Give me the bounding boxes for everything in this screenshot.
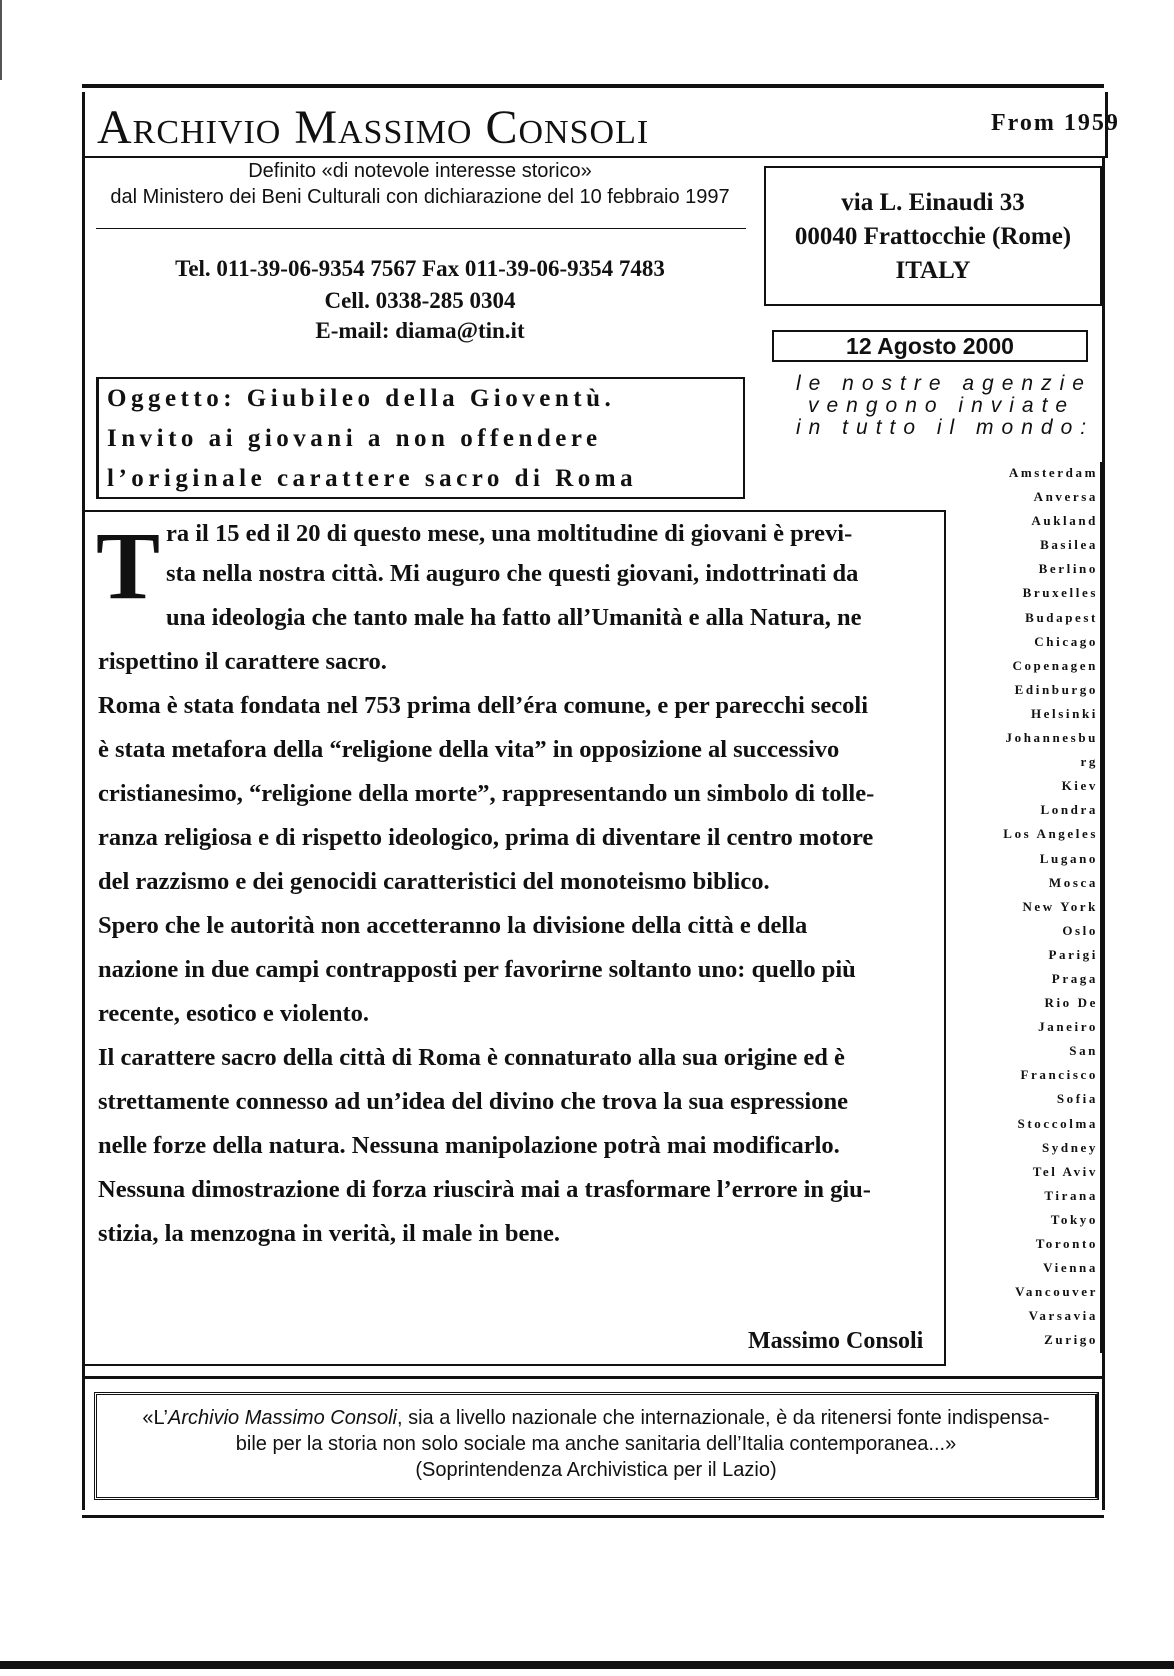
city-item: Praga bbox=[962, 968, 1102, 992]
city-item: Janeiro bbox=[962, 1016, 1102, 1040]
city-item: Basilea bbox=[962, 534, 1102, 558]
signature: Massimo Consoli bbox=[748, 1328, 924, 1354]
city-item: Aukland bbox=[962, 510, 1102, 534]
subject-line-1: Oggetto: Giubileo della Gioventù. bbox=[107, 385, 616, 412]
letter-line: ranza religiosa e di rispetto ideologico, prima di diventare il centro motore bbox=[98, 824, 874, 851]
city-item: Tokyo bbox=[962, 1209, 1102, 1233]
quote-box bbox=[94, 1392, 1099, 1500]
quote-source: (Soprintendenza Archivistica per il Lazio) bbox=[415, 1459, 777, 1481]
letter-line: è stata metafora della “religione della vita” in opposizione al successivo bbox=[98, 736, 840, 763]
email-address: E-mail: diama@tin.it bbox=[315, 318, 525, 343]
letter-line: del razzismo e dei genocidi caratteristici del monoteismo biblico. bbox=[98, 868, 770, 895]
address-country: ITALY bbox=[895, 257, 971, 284]
founded-year: From 1959 bbox=[991, 110, 1120, 136]
header-top-rule bbox=[82, 84, 1104, 88]
scan-edge-line bbox=[0, 0, 2, 80]
archive-title: Archivio Massimo Consoli bbox=[97, 101, 650, 154]
letter-line: stizia, la menzogna in verità, il male in bene. bbox=[98, 1220, 561, 1247]
letter-line: ra il 15 ed il 20 di questo mese, una moltitudine di giovani è previ- bbox=[166, 520, 853, 547]
address-street: via L. Einaudi 33 bbox=[841, 189, 1025, 216]
city-item: Amsterdam bbox=[962, 462, 1102, 486]
city-item: Sofia bbox=[962, 1088, 1102, 1112]
tel-fax: Tel. 011-39-06-9354 7567 Fax 011-39-06-9354 7483 bbox=[175, 256, 665, 281]
address-box bbox=[764, 166, 1102, 306]
city-item: Toronto bbox=[962, 1233, 1102, 1257]
definition-divider bbox=[96, 228, 746, 229]
right-border-rule bbox=[1102, 156, 1105, 1510]
drop-cap: T bbox=[96, 512, 161, 619]
city-item: Chicago bbox=[962, 631, 1102, 655]
city-item: Budapest bbox=[962, 607, 1102, 631]
quote-open: «L’ bbox=[142, 1407, 168, 1429]
city-item: Berlino bbox=[962, 558, 1102, 582]
city-item: Edinburgo bbox=[962, 679, 1102, 703]
city-item: Varsavia bbox=[962, 1305, 1102, 1329]
city-item: Bruxelles bbox=[962, 582, 1102, 606]
city-item: Stoccolma bbox=[962, 1113, 1102, 1137]
city-item: Parigi bbox=[962, 944, 1102, 968]
letter-line: Spero che le autorità non accetteranno la divisione della città e della bbox=[98, 912, 808, 939]
agenzie-line-3: in tutto il mondo: bbox=[796, 416, 1095, 439]
letter-line: Roma è stata fondata nel 753 prima dell’éra comune, e per parecchi secoli bbox=[98, 692, 869, 719]
letter-line: nelle forze della natura. Nessuna manipolazione potrà mai modificarlo. bbox=[98, 1132, 840, 1159]
city-item: Helsinki bbox=[962, 703, 1102, 727]
subject-box bbox=[96, 377, 745, 499]
letter-line: nazione in due campi contrapposti per favorirne soltanto uno: quello più bbox=[98, 956, 856, 983]
scan-bottom-edge bbox=[0, 1661, 1174, 1669]
city-item: Kiev bbox=[962, 775, 1102, 799]
city-item: Mosca bbox=[962, 872, 1102, 896]
city-item: Johannesbu bbox=[962, 727, 1102, 751]
letter-line: strettamente connesso ad un’idea del divino che trova la sua espressione bbox=[98, 1088, 848, 1115]
address-city: 00040 Frattocchie (Rome) bbox=[794, 223, 1072, 250]
letter-line: sta nella nostra città. Mi auguro che questi giovani, indottrinati da bbox=[166, 560, 859, 587]
city-item: Zurigo bbox=[962, 1329, 1102, 1353]
letter-line: rispettino il carattere sacro. bbox=[98, 648, 387, 675]
definition-line-2: dal Ministero dei Beni Culturali con dichiarazione del 10 febbraio 1997 bbox=[110, 186, 730, 208]
city-item: San bbox=[962, 1040, 1102, 1064]
quote-archive-name: Archivio Massimo Consoli bbox=[168, 1407, 397, 1429]
agenzie-line-2: vengono inviate bbox=[808, 394, 1076, 417]
city-item: New York bbox=[962, 896, 1102, 920]
city-item: Londra bbox=[962, 799, 1102, 823]
quote-line-1-rest: , sia a livello nazionale che internazionale, è da ritenersi fonte indispensa- bbox=[396, 1407, 1050, 1429]
quote-line-2: bile per la storia non solo sociale ma anche sanitaria dell’Italia contemporanea...» bbox=[235, 1433, 957, 1455]
subject-line-2: Invito ai giovani a non offendere bbox=[107, 425, 602, 452]
agenzie-line-1: le nostre agenzie bbox=[796, 372, 1092, 395]
subject-line-3: l’originale carattere sacro di Roma bbox=[107, 465, 638, 492]
city-item: Vienna bbox=[962, 1257, 1102, 1281]
letter-line: recente, esotico e violento. bbox=[98, 1000, 369, 1027]
letter-line: Il carattere sacro della città di Roma è connaturato alla sua origine ed è bbox=[98, 1044, 845, 1071]
date-box bbox=[772, 330, 1088, 362]
cities-list bbox=[962, 462, 1102, 1353]
city-item: Oslo bbox=[962, 920, 1102, 944]
city-item: Lugano bbox=[962, 848, 1102, 872]
letter-date: 12 Agosto 2000 bbox=[846, 333, 1014, 359]
city-item: rg bbox=[962, 751, 1102, 775]
letter-line: una ideologia che tanto male ha fatto all’Umanità e alla Natura, ne bbox=[166, 604, 862, 631]
city-item: Copenagen bbox=[962, 655, 1102, 679]
city-item: Tel Aviv bbox=[962, 1161, 1102, 1185]
letter-line: cristianesimo, “religione della morte”, rappresentando un simbolo di tolle- bbox=[98, 780, 875, 807]
cell-number: Cell. 0338-285 0304 bbox=[324, 288, 516, 313]
city-item: Francisco bbox=[962, 1064, 1102, 1088]
quote-line-1 bbox=[97, 1405, 1095, 1431]
city-item: Anversa bbox=[962, 486, 1102, 510]
city-item: Tirana bbox=[962, 1185, 1102, 1209]
letterhead-header bbox=[82, 92, 1120, 158]
city-item: Sydney bbox=[962, 1137, 1102, 1161]
city-item: Vancouver bbox=[962, 1281, 1102, 1305]
letter-line: Nessuna dimostrazione di forza riuscirà mai a trasformare l’errore in giu- bbox=[98, 1176, 871, 1203]
city-item: Los Angeles bbox=[962, 823, 1102, 847]
city-item: Rio De bbox=[962, 992, 1102, 1016]
definition-line-1: Definito «di notevole interesse storico» bbox=[248, 160, 592, 182]
